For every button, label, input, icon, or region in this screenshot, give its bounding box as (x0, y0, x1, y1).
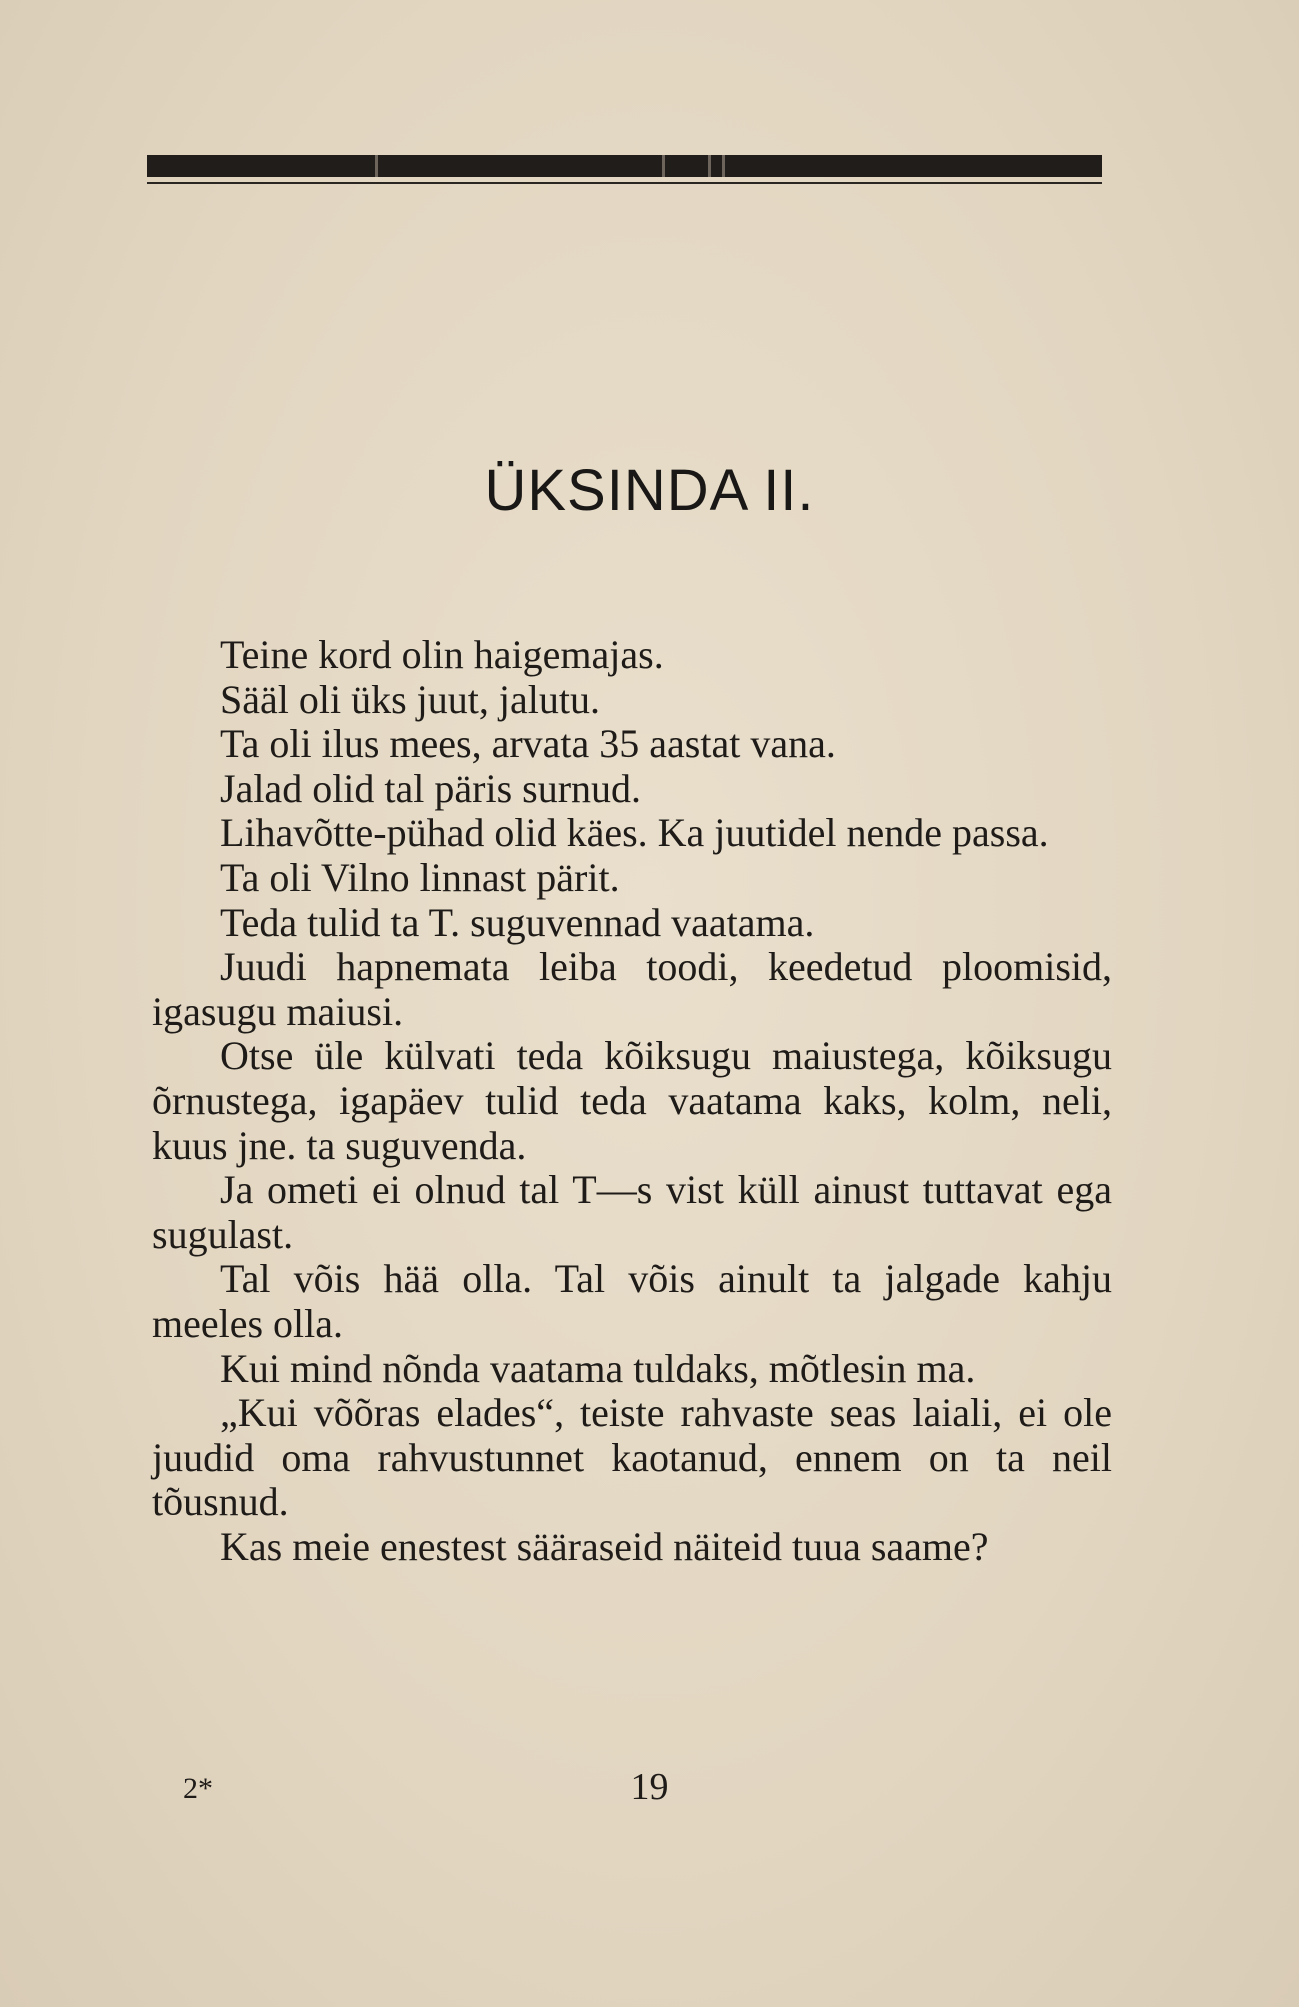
paragraph: Juudi hapnemata leiba toodi, keedetud ploomisid, igasugu maiusi. (152, 944, 1112, 1034)
page-number: 19 (630, 1766, 669, 1808)
paragraph: Kas meie enestest sääraseid näiteid tuua saame? (220, 1523, 989, 1569)
rule-segment (722, 155, 725, 177)
chapter-title: ÜKSINDA II. (484, 458, 815, 523)
paragraph: Ja ometi ei olnud tal T—s vist küll ainust tuttavat ega sugulast. (152, 1167, 1112, 1257)
paragraph: Lihavõtte-pühad olid käes. Ka juutidel nende passa. (220, 810, 1049, 856)
rule-segment (662, 155, 665, 177)
paragraph: Teine kord olin haigemajas. (220, 632, 664, 677)
paragraph: Ta oli ilus mees, arvata 35 aastat vana. (220, 721, 836, 767)
paragraph: Tal võis hää olla. Tal võis ainult ta jalgade kahju meeles olla. (152, 1256, 1112, 1346)
paragraph: Ta oli Vilno linnast pärit. (220, 854, 620, 900)
paragraph: „Kui võõras elades“, teiste rahvaste seas laiali, ei ole juudid oma rahvustunnet kaotanud, ennem on ta neil tõusnud. (152, 1390, 1112, 1525)
rule-segment (708, 155, 711, 177)
paragraph: Otse üle külvati teda kõiksugu maiustega, kõiksugu õrnustega, igapäev tulid teda vaatama kaks, kolm, neli, kuus jne. ta suguvenda. (152, 1033, 1112, 1168)
body-text (152, 633, 1112, 1569)
decorative-rule-thick (147, 155, 1102, 177)
decorative-rule-thin (147, 182, 1102, 184)
paragraph: Kui mind nõnda vaatama tuldaks, mõtlesin ma. (220, 1345, 976, 1391)
paragraph: Sääl oli üks juut, jalutu. (220, 676, 600, 722)
rule-segment (375, 155, 378, 177)
paragraph: Teda tulid ta T. suguvennad vaatama. (220, 899, 815, 945)
paragraph: Jalad olid tal päris surnud. (220, 765, 642, 811)
printer-signature: 2* (183, 1772, 213, 1805)
